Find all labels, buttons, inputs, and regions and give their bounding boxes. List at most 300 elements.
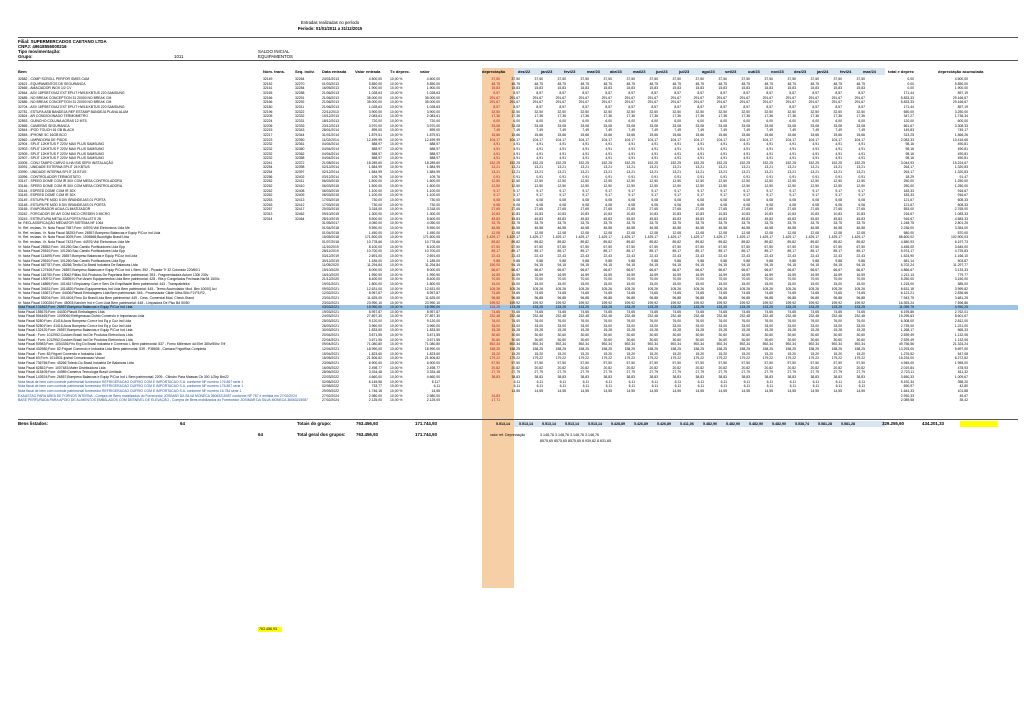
cell-bem: Nota Fiscal 63;Forn: 1014531;Ipshal Comunicacao Visual: [18, 356, 105, 361]
cell-month: 38,83: [557, 375, 566, 379]
cell-bem: 32621 - EQUIPAMENTOS DE SEGURANCA: [18, 81, 86, 86]
cell-month: 30,60: [764, 333, 773, 338]
cell-data-entrada: 03/12/2019: [322, 253, 339, 258]
cell-valor-entrada: 1.100,00: [368, 188, 382, 193]
cell-month: 179,22: [716, 356, 727, 361]
cell-month: 89,82: [626, 239, 635, 244]
cell-month: 76,00: [672, 319, 681, 324]
cell-deprec-acum: 608,33: [957, 198, 968, 203]
cell-nom-trans: 32267: [263, 207, 273, 212]
cell-month: 57,50: [833, 361, 842, 366]
cell-valor: 1.833,50: [426, 328, 440, 333]
cell-month: 15,00: [511, 281, 520, 286]
cell-month: 15,66: [741, 132, 750, 137]
cell-month: 9,17: [812, 188, 819, 193]
cell-valor-entrada: 8.400,00: [368, 277, 382, 282]
cell-month: 4,91: [789, 142, 796, 147]
cell-month: 232,48: [854, 314, 865, 319]
cell-month: 6,08: [858, 198, 865, 203]
cell-data-entrada: 20/04/2021: [322, 333, 339, 338]
cell-month: 6,11: [513, 379, 520, 384]
cell-month: 8,57: [720, 104, 727, 109]
cell-total-deprec: 6.308,00: [900, 319, 914, 324]
cell-seq-indiv: 32350: [295, 137, 305, 142]
cell-month: 133,25: [739, 305, 750, 310]
totais-grupo-valor: 171.744,93: [415, 421, 437, 426]
cell-month: 9,17: [559, 188, 566, 193]
cell-month: 232,48: [509, 314, 520, 319]
cell-month: 38,83: [672, 375, 681, 379]
cell-month: 8,57: [697, 104, 704, 109]
cell-bem: Nota Fiscal 50983;Forn: 1004336;Frio Erg Do Brasil Industria e Comercio L Bem patrimonial: 537 - Forno Millenium 4cl Elet 380v/50hz Trif: [18, 342, 226, 347]
cell-month: 20,82: [810, 365, 819, 370]
cell-valor: 1.879,51: [426, 132, 440, 137]
cell-month: 15,20: [580, 351, 589, 356]
cell-valor-entrada: 4.050,00: [368, 221, 382, 226]
cell-deprec-acum: 490,81: [957, 146, 968, 151]
cell-month: 6,11: [582, 384, 589, 389]
cell-month: 1.429,17: [506, 235, 520, 240]
cell-month: 17,36: [603, 114, 612, 119]
cell-month: 32,50: [649, 109, 658, 114]
cell-valor-entrada: 1.800,00: [368, 281, 382, 286]
cell-seq-indiv: 32333: [295, 123, 305, 128]
cell-month: 33,08: [833, 123, 842, 128]
cell-month: 12,08: [511, 230, 520, 235]
cell-month: 15,83: [672, 86, 681, 91]
cell-month: 57,50: [603, 361, 612, 366]
cell-valor: 1.028,63: [426, 104, 440, 109]
cell-month: 9,17: [835, 193, 842, 198]
cell-total-deprec: 313,25: [903, 132, 914, 137]
cell-tx-deprec: 10,00 %: [390, 337, 403, 342]
cell-month: 9,17: [743, 193, 750, 198]
cell-valor: 1.500,00: [426, 179, 440, 184]
cell-month: 13,21: [833, 170, 842, 175]
cell-deprec-acum: 4.725,83: [954, 249, 968, 254]
cell-month: 6,08: [651, 198, 658, 203]
cell-month: 33,00: [833, 323, 842, 328]
cell-month: 12,50: [718, 184, 727, 189]
cell-bem: Nota Fiscal 736756;Forn: 45266;Toledo Do Brasil Industria De Balancas Ltda: [18, 361, 134, 366]
cell-month: 16,59: [649, 272, 658, 277]
cell-nom-trans: 32166: [263, 95, 273, 100]
cell-valor-entrada: 730,00: [371, 198, 382, 203]
cell-month: 74,65: [833, 309, 842, 314]
cell-month: 22,43: [672, 253, 681, 258]
cell-month: 15,00: [787, 281, 796, 286]
cell-month: 4,91: [628, 156, 635, 161]
cell-month: 70,00: [695, 277, 704, 282]
cell-month: 232,48: [624, 314, 635, 319]
cell-month: 6,00: [582, 118, 589, 123]
cell-month: 6,00: [697, 118, 704, 123]
cell-tx-deprec: 10,00 %: [390, 207, 403, 212]
cell-month: 15,83: [534, 86, 543, 91]
cell-month: 291,67: [739, 95, 750, 100]
cell-month: 57,50: [810, 361, 819, 366]
month-total: 5.426,89: [634, 422, 648, 426]
cell-month: 30,60: [580, 333, 589, 338]
cell-month: 592,34: [762, 342, 773, 347]
cell-month: 30,60: [557, 337, 566, 342]
cell-month: 33,08: [511, 123, 520, 128]
month-total: 5.428,89: [611, 422, 625, 426]
cell-data-entrada: 24/03/2021: [322, 314, 339, 319]
cell-month: 30,60: [534, 333, 543, 338]
cell-total-deprec: 2.539,49: [900, 337, 914, 342]
cell-seq-indiv: 32397: [295, 170, 305, 175]
cell-month: 94,15: [649, 263, 658, 268]
cell-month: 33,75: [764, 221, 773, 226]
cell-month: 20,82: [856, 365, 865, 370]
cell-total-deprec: 19.295,63: [898, 314, 914, 319]
cell-month: 22,43: [718, 253, 727, 258]
cell-valor-entrada: 730,00: [371, 202, 382, 207]
cell-tx-deprec: 10,00 %: [390, 314, 403, 319]
cell-deprec: 20,82: [491, 365, 500, 370]
cell-month: 12,50: [649, 179, 658, 184]
cell-month: 16,59: [672, 272, 681, 277]
cell-deprec: 30,60: [491, 337, 500, 342]
cell-month: 48,75: [672, 81, 681, 86]
cell-month: 12,50: [534, 184, 543, 189]
cell-month: 22,43: [856, 253, 865, 258]
cell-seq-indiv: 32398: [295, 165, 305, 170]
cell-month: 74,65: [557, 291, 566, 296]
cell-bem: Vr. Ref. reclass. Vr. Nota Fiscal 38253;Forn: 26557;Bompeso Balancas e Equip P/Coz Ind Ltda: [18, 230, 161, 235]
cell-data-entrada: 03/12/2014: [322, 174, 339, 179]
cell-month: 74,65: [856, 309, 865, 314]
cell-month: 8,57: [812, 90, 819, 95]
cell-month: 66,67: [718, 267, 727, 272]
cell-valor: 14,55: [431, 388, 440, 393]
cell-month: 17,36: [741, 114, 750, 119]
cell-month: 30,60: [672, 337, 681, 342]
cell-total-deprec: 250,00: [903, 179, 914, 184]
cell-month: 15,66: [649, 132, 658, 137]
cell-total-deprec: 6.121,21: [900, 291, 914, 296]
cell-month: 66,67: [741, 267, 750, 272]
cell-month: 30,60: [695, 337, 704, 342]
cell-total-deprec: 3.044,93: [900, 160, 914, 165]
cell-month: 33,08: [557, 123, 566, 128]
cell-month: 96,88: [603, 295, 612, 300]
cell-month: 104,17: [854, 137, 865, 142]
cell-month: 6,08: [628, 202, 635, 207]
cell-month: 38,83: [810, 375, 819, 379]
cell-seq-indiv: 32417: [295, 207, 305, 212]
cell-month: 57,50: [718, 361, 727, 366]
cell-seq-indiv: 32344: [295, 132, 305, 137]
cell-month: 152,25: [555, 160, 566, 165]
cell-month: 38,83: [833, 375, 842, 379]
cell-month: 291,67: [601, 100, 612, 105]
cell-month: 74,65: [672, 309, 681, 314]
cell-month: 16,59: [833, 272, 842, 277]
cell-month: 48,75: [511, 81, 520, 86]
cell-data-entrada: 20/03/2015: [322, 207, 339, 212]
cell-month: 199,92: [831, 300, 842, 305]
cell-deprec-acum: 2.762,01: [954, 309, 968, 314]
cell-month: 179,22: [601, 356, 612, 361]
cell-month: 104,17: [532, 137, 543, 142]
cell-valor: 4.660,00: [426, 375, 440, 379]
cell-month: 46,58: [626, 226, 635, 230]
cell-month: 133,25: [854, 305, 865, 310]
cell-month: 15,00: [833, 281, 842, 286]
cell-month: 15,20: [718, 351, 727, 356]
cell-month: 30,60: [810, 333, 819, 338]
cell-month: 57,50: [764, 361, 773, 366]
cell-month: 94,15: [741, 263, 750, 268]
cell-month: 15,28: [741, 328, 750, 333]
cell-valor-entrada: 1.100,00: [368, 193, 382, 198]
cell-month: 6,11: [812, 384, 819, 389]
cell-month: 13,21: [649, 165, 658, 170]
cell-month: 4,91: [812, 151, 819, 156]
cell-data-entrada: 09/04/2021: [322, 342, 339, 347]
cell-valor: 6.117: [431, 379, 440, 384]
cell-month: 232,48: [578, 314, 589, 319]
cell-month: 14,55: [649, 388, 658, 393]
cell-month: 16,59: [626, 272, 635, 277]
cell-month: 70,00: [741, 277, 750, 282]
cell-month: 74,65: [695, 291, 704, 296]
cell-deprec: 133,25: [489, 305, 500, 310]
cell-month: 1.429,17: [690, 235, 704, 240]
cell-month: 33,00: [557, 323, 566, 328]
cell-month: 592,34: [808, 342, 819, 347]
cell-month: 33,75: [695, 221, 704, 226]
cell-deprec: 96,88: [491, 295, 500, 300]
cell-bem: 33243 - ESTRUTURA METALICA PORTA PALLETS 28: [18, 216, 101, 221]
cell-month: 13,21: [603, 170, 612, 175]
cell-deprec: 66,67: [491, 267, 500, 272]
cell-total-deprec: 264,17: [903, 170, 914, 175]
cell-month: 12,50: [626, 184, 635, 189]
cell-valor-entrada: 10.778,66: [366, 239, 382, 244]
cell-month: 13,21: [787, 170, 796, 175]
cell-data-entrada: 17/03/2015: [322, 202, 339, 207]
cell-month: 8,57: [536, 90, 543, 95]
cell-month: 33,75: [649, 221, 658, 226]
cell-bem: Nota Fiscal 9280;Forn: 41416;Acos Bompeso Com e Ind Eq p Coz Ind Ltda: [18, 319, 132, 324]
cell-valor-entrada: 3.970,00: [368, 123, 382, 128]
cell-month: 16,59: [580, 272, 589, 277]
cell-data-entrada: 09/02/2021: [322, 286, 339, 291]
cell-bem: Vr. Nota Fiscal 153671;Forn: 44406;Plascil Embalagens Ltda Bem patrimonial: 446 - Processador Cilide Ultra-Silio F2,F5,R2,: [18, 291, 206, 296]
cell-bem: Nota Fiscal 9280;Forn: 41416;Acos Bompeso Com e Ind Eq p Coz Ind Ltda: [18, 323, 132, 328]
cell-month: 6,08: [582, 198, 589, 203]
cell-total-deprec: 2.083,33: [900, 137, 914, 142]
cell-month: 96,88: [810, 295, 819, 300]
cell-data-entrada: 04/04/2014: [322, 142, 339, 147]
table-row[interactable]: [18, 398, 1018, 403]
cell-tx-deprec: 10,00 %: [390, 398, 403, 403]
cell-month: 15,66: [511, 132, 520, 137]
cell-bem: Vr. Nota Fiscal 28552;Forn: 101260;Sao Camilo Purificadores Ltda Epp: [18, 244, 126, 249]
cell-month: 66,67: [557, 267, 566, 272]
cell-valor-entrada: 733,77: [371, 384, 382, 389]
cell-valor: 1.450,00: [426, 230, 440, 235]
cell-month: 20,82: [511, 365, 520, 370]
cell-deprec-acum: 870,00: [957, 230, 968, 235]
cell-month: 4,91: [628, 142, 635, 147]
cell-nom-trans: 32224: [263, 118, 273, 123]
cell-month: 13,21: [810, 165, 819, 170]
month-header: out/23: [748, 69, 760, 74]
cell-month: 67,50: [718, 244, 727, 249]
cell-month: 37,50: [649, 77, 658, 81]
cell-valor-entrada: 1.028,63: [368, 104, 382, 109]
cell-month: 8,57: [651, 90, 658, 95]
cell-month: 74,65: [649, 291, 658, 296]
cell-month: 158,25: [532, 347, 543, 352]
cell-month: 291,67: [785, 95, 796, 100]
cell-month: 9,17: [674, 193, 681, 198]
cell-month: 30,60: [649, 333, 658, 338]
cell-month: 30,60: [626, 337, 635, 342]
cell-total-deprec: 264,17: [903, 165, 914, 170]
cell-month: 13,21: [557, 165, 566, 170]
cell-month: 4,91: [513, 151, 520, 156]
cell-month: 9,17: [835, 188, 842, 193]
asset-table: [18, 77, 1018, 403]
cell-deprec: 7,49: [493, 128, 500, 133]
cell-deprec: 8,57: [493, 90, 500, 95]
cell-month: 6,00: [835, 118, 842, 123]
cell-month: 15,20: [695, 351, 704, 356]
cell-tx-deprec: 10,00 %: [390, 323, 403, 328]
cell-month: 158,25: [670, 347, 681, 352]
cell-month: 66,67: [534, 267, 543, 272]
cell-bem: Vr. Nota Fiscal 118750;Forn: 19062;Filifas S/A Produtos De Papelaria Bem patrimonial: 393 - Fragmentadora Autom 130ii 230v: [18, 272, 209, 277]
cell-valor-entrada: 171.500,05: [365, 235, 382, 240]
cell-month: 6,11: [674, 379, 681, 384]
cell-deprec-acum: 490,81: [957, 142, 968, 147]
cell-month: 6,08: [812, 202, 819, 207]
cell-month: 66,67: [511, 267, 520, 272]
cell-valor-entrada: 1.450,00: [368, 230, 382, 235]
bottom-highlight-value: 763.456,93: [259, 627, 277, 631]
cell-data-entrada: 21/12/2020: [322, 277, 339, 282]
cell-data-entrada: 24/01/2013: [322, 77, 339, 81]
cell-month: 4,91: [605, 146, 612, 151]
cell-tx-deprec: 10,00 %: [390, 193, 403, 198]
cell-month: 66,67: [672, 267, 681, 272]
cell-tx-deprec: 10,00 %: [390, 109, 403, 114]
cell-valor-entrada: 35.000,00: [366, 100, 382, 105]
cell-bem: 32904 - SPLIT 12KHTUS F 220V MAX PLUS SAMSUNG: [18, 142, 105, 147]
cell-month: 10,83: [511, 212, 520, 217]
cell-seq-indiv: 32464: [295, 216, 305, 221]
cell-month: 7,49: [605, 128, 612, 133]
cell-seq-indiv: 32413: [295, 198, 305, 203]
cell-month: 89,82: [603, 239, 612, 244]
cell-data-entrada: 27/02/2024: [322, 398, 339, 403]
cell-bem: 32704 - ASV 18PSBTXXAZ EXT EPLIT HW18 KBTUS 220 SAMSUNG: [18, 104, 125, 109]
cell-valor-entrada: 109,76: [371, 174, 382, 179]
cell-total-deprec: 5.192,34: [900, 379, 914, 384]
cell-month: 10,83: [764, 212, 773, 217]
cell-month: 7,49: [812, 128, 819, 133]
cell-month: 30,60: [810, 337, 819, 342]
cell-month: 30,60: [833, 333, 842, 338]
cell-bem: EXAUSTAO PARA AREA DE FORNOS INTERNA - Compra de Bens mobilizados do Fornecedor JOSIMAR DA SILVA MONECA 36063215087 conforme NF 787 e emitida em 27/02/2024: [18, 393, 297, 398]
cell-data-entrada: 23/06/2021: [322, 361, 339, 366]
cell-month: 33,00: [649, 323, 658, 328]
cell-month: 66,67: [603, 267, 612, 272]
cell-month: 12,08: [741, 230, 750, 235]
cell-tx-deprec: 10,00 %: [390, 100, 403, 105]
cell-month: 4,91: [720, 142, 727, 147]
month-header: set/23: [725, 69, 737, 74]
cell-tx-deprec: 10,00 %: [390, 114, 403, 119]
cell-month: 27,65: [833, 207, 842, 212]
cell-month: 66,67: [787, 267, 796, 272]
cell-bem: Vr. Nota Fiscal 190972;Forn: 33895;Ki Puri Arsen Equipamentos Ltda Bem patrimonial: 428 - Rfa p Congelados Fechada Nsr54 1500c: [18, 277, 220, 282]
cell-month: 158,25: [693, 347, 704, 352]
cell-month: 199,92: [647, 300, 658, 305]
cell-tx-deprec: 10,00 %: [390, 347, 403, 352]
cell-month: 232,48: [555, 314, 566, 319]
cell-total-deprec: 0,00: [907, 86, 914, 91]
cell-valor-entrada: 21.506,82: [366, 356, 382, 361]
cell-month: 6,00: [743, 118, 750, 123]
cell-deprec: 15,20: [491, 351, 500, 356]
cell-valor: 3.671,55: [426, 333, 440, 338]
cell-month: 6,08: [674, 198, 681, 203]
cell-month: 12,50: [511, 184, 520, 189]
cell-deprec-acum: 585,00: [957, 281, 968, 286]
cell-tx-deprec: 10,00 %: [390, 118, 403, 123]
cell-month: 46,58: [856, 226, 865, 230]
cell-month: 291,67: [647, 95, 658, 100]
cell-data-entrada: 06/03/2015: [322, 193, 339, 198]
cell-valor-entrada: 1.185,00: [368, 258, 382, 263]
cell-month: 1.429,17: [851, 235, 865, 240]
cell-deprec-acum: 608,33: [957, 202, 968, 207]
cell-tx-deprec: 10,00 %: [390, 90, 403, 95]
cell-data-entrada: 28/10/2015: [322, 216, 339, 221]
cell-month: 48,75: [718, 81, 727, 86]
cell-month: 291,67: [808, 100, 819, 105]
cell-tx-deprec: 10,00 %: [390, 216, 403, 221]
cell-data-entrada: 21/08/2014: [322, 160, 339, 165]
cell-month: 6,11: [513, 384, 520, 389]
cell-valor: 8.100,00: [426, 244, 440, 249]
cell-month: 45,83: [672, 216, 681, 221]
cell-month: 6,11: [720, 384, 727, 389]
cell-month: 4,91: [743, 146, 750, 151]
cell-month: 4,91: [536, 156, 543, 161]
cell-month: 133,25: [532, 305, 543, 310]
cell-month: 33,00: [672, 323, 681, 328]
cell-month: 8,57: [766, 104, 773, 109]
cell-month: 70,00: [603, 277, 612, 282]
cell-month: 0,91: [513, 174, 520, 179]
cell-deprec-acum: 3.354,00: [954, 226, 968, 230]
cell-month: 4,91: [536, 146, 543, 151]
cell-deprec: 15,83: [491, 86, 500, 91]
cell-valor: 1.500,00: [426, 184, 440, 189]
col-tx-deprec: Tx deprec.: [390, 69, 411, 74]
cell-valor-entrada: 5.850,00: [368, 81, 382, 86]
cell-month: 46,58: [649, 226, 658, 230]
cell-deprec: 89,17: [491, 249, 500, 254]
cell-month: 8,57: [628, 104, 635, 109]
